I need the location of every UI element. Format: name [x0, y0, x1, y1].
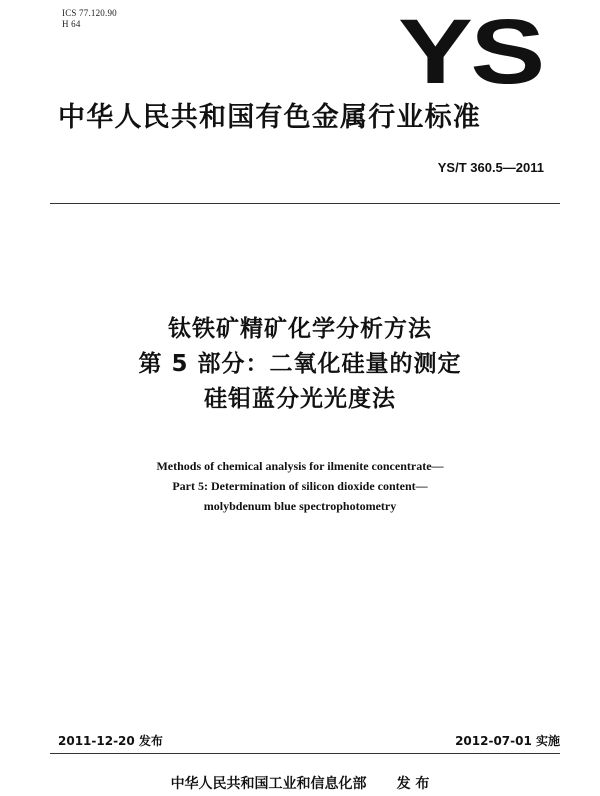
english-title — [0, 456, 600, 516]
english-title-line-2: Part 5: Determination of silicon dioxide content— — [172, 479, 428, 493]
publisher-name: 中华人民共和国工业和信息化部 — [170, 776, 367, 792]
issue-date: 2011-12-20 发布 — [58, 734, 163, 748]
top-divider — [50, 203, 560, 204]
issued-label: 发 布 — [396, 776, 430, 792]
chinese-title — [0, 312, 600, 417]
chinese-title-line-2: 第 5 部分：二氧化硅量的测定 — [138, 351, 462, 377]
publisher-line — [0, 775, 600, 793]
standard-number: YS/T 360.5—2011 — [437, 160, 544, 175]
ys-logo: YS — [398, 1, 543, 103]
bottom-divider — [50, 753, 560, 754]
english-title-line-3: molybdenum blue spectrophotometry — [203, 499, 397, 513]
english-title-line-1: Methods of chemical analysis for ilmenite concentrate— — [156, 459, 444, 473]
classification-codes — [62, 8, 117, 30]
chinese-title-line-1: 钛铁矿精矿化学分析方法 — [168, 316, 432, 342]
chinese-title-line-3: 硅钼蓝分光光度法 — [204, 386, 396, 412]
implementation-date: 2012-07-01 实施 — [455, 734, 560, 748]
ics-code: ICS 77.120.90 — [62, 8, 117, 18]
ccs-code: H 64 — [62, 19, 81, 29]
industry-standard-title: 中华人民共和国有色金属行业标准 — [58, 102, 481, 133]
